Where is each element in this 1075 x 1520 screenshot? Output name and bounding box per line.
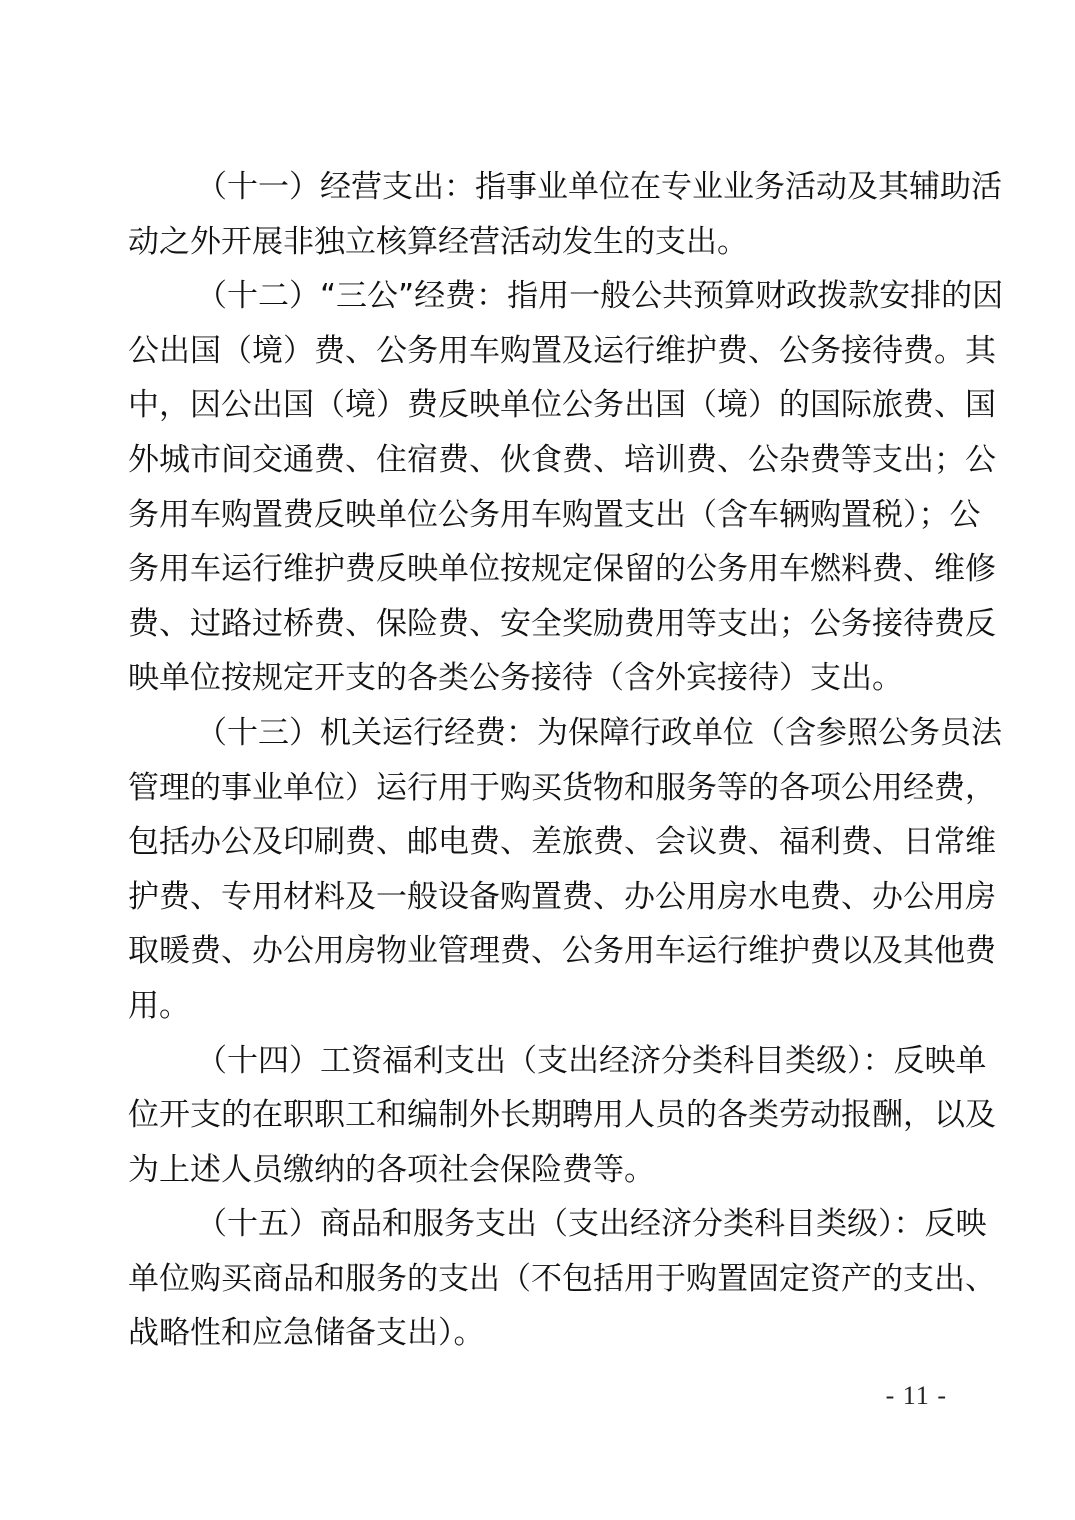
paragraph-line: 务用车购置费反映单位公务用车购置支出（含车辆购置税）；公 — [128, 496, 981, 533]
paragraph-line: 费、过路过桥费、保险费、安全奖励费用等支出；公务接待费反 — [128, 605, 996, 642]
paragraph-line: 包括办公及印刷费、邮电费、差旅费、会议费、福利费、日常维 — [128, 824, 996, 861]
paragraph-line: 取暖费、办公用房物业管理费、公务用车运行维护费以及其他费 — [128, 933, 996, 970]
paragraph-line: 动之外开展非独立核算经营活动发生的支出。 — [128, 223, 748, 260]
paragraph-line: 用。 — [128, 987, 190, 1024]
paragraph-line: （十二）“三公”经费：指用一般公共预算财政拨款安排的因 — [196, 278, 1004, 315]
paragraph-line: 管理的事业单位）运行用于购买货物和服务等的各项公用经费， — [128, 769, 996, 806]
paragraph-item-13 — [128, 706, 1002, 1034]
paragraph-item-12 — [128, 269, 1004, 706]
paragraph-line: （十三）机关运行经费：为保障行政单位（含参照公务员法 — [196, 714, 1002, 751]
document-body — [128, 160, 1004, 1361]
paragraph-line: 护费、专用材料及一般设备购置费、办公用房水电费、办公用房 — [128, 878, 996, 915]
paragraph-line: 中，因公出国（境）费反映单位公务出国（境）的国际旅费、国 — [128, 387, 996, 424]
paragraph-line: （十四）工资福利支出（支出经济分类科目类级）：反映单 — [196, 1042, 987, 1079]
paragraph-line: 公出国（境）费、公务用车购置及运行维护费、公务接待费。其 — [128, 332, 996, 369]
paragraph-line: 务用车运行维护费反映单位按规定保留的公务用车燃料费、维修 — [128, 551, 996, 588]
paragraph-line: 战略性和应急储备支出）。 — [128, 1315, 485, 1352]
paragraph-line: 外城市间交通费、住宿费、伙食费、培训费、公杂费等支出；公 — [128, 441, 996, 478]
paragraph-line: 单位购买商品和服务的支出（不包括用于购置固定资产的支出、 — [128, 1260, 996, 1297]
paragraph-item-15 — [128, 1197, 996, 1361]
paragraph-line: 为上述人员缴纳的各项社会保险费等。 — [128, 1151, 655, 1188]
paragraph-item-14 — [128, 1034, 996, 1198]
paragraph-item-11 — [128, 160, 1002, 269]
paragraph-line: 位开支的在职职工和编制外长期聘用人员的各类劳动报酬，以及 — [128, 1097, 996, 1134]
paragraph-line: 映单位按规定开支的各类公务接待（含外宾接待）支出。 — [128, 660, 903, 697]
paragraph-line: （十一）经营支出：指事业单位在专业业务活动及其辅助活 — [196, 169, 1002, 205]
page-number: - 11 - — [885, 1381, 947, 1410]
paragraph-line: （十五）商品和服务支出（支出经济分类科目类级）：反映 — [196, 1206, 987, 1243]
